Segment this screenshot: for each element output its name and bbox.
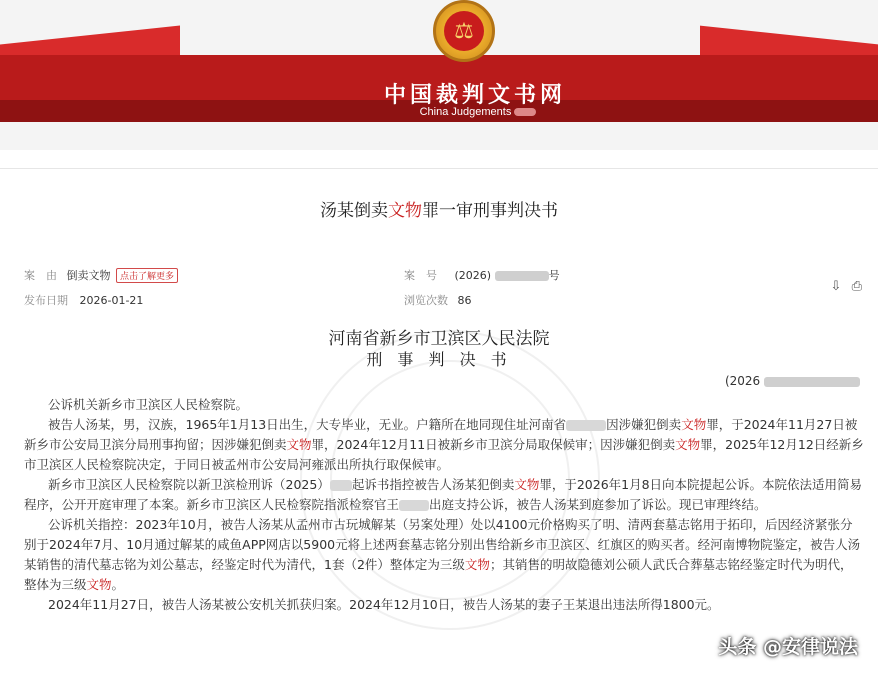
case-no-suffix: 号 xyxy=(548,269,560,282)
meta-case-no xyxy=(404,267,560,283)
keyword-link[interactable]: 文物 xyxy=(464,557,490,572)
scales-icon: ⚖ xyxy=(444,11,484,51)
paragraph-prosecutor: 公诉机关新乡市卫滨区人民检察院。 xyxy=(48,397,249,412)
case-no-label: 案 号 xyxy=(404,269,437,282)
paragraph-indictment xyxy=(24,475,864,515)
paragraph-defendant xyxy=(24,415,864,475)
judgment-body xyxy=(24,395,864,615)
paragraph-charges xyxy=(24,515,864,595)
text-segment: 罪，2024年12月11日被新乡市卫滨分局取保候审；因涉嫌犯倒卖 xyxy=(311,437,676,452)
title-prefix: 汤某倒卖 xyxy=(320,201,388,221)
title-highlight[interactable]: 文物 xyxy=(388,201,422,221)
text-segment: 罪，2025年12月12日经新乡市卫滨区人民检察院决定，于同日被孟州市公安局河雍派出所执行取保候审。 xyxy=(24,437,864,472)
views-label: 浏览次数 xyxy=(404,294,448,307)
download-icon[interactable]: ⇩ xyxy=(830,279,842,294)
cause-label: 案 由 xyxy=(24,269,57,282)
site-subtitle xyxy=(398,106,558,118)
case-number-line xyxy=(725,374,860,388)
keyword-link[interactable]: 文物 xyxy=(286,437,312,452)
text-segment: 新乡市卫滨区人民检察院以新卫滨检刑诉（2025） xyxy=(48,477,330,492)
court-emblem-icon xyxy=(433,0,495,62)
date-value: 2026-01-21 xyxy=(79,294,144,307)
text-segment: 罪，于2024年11月27日被新乡市公安局卫滨分局刑事拘留；因涉嫌犯倒卖 xyxy=(24,417,858,452)
meta-cause xyxy=(24,267,178,283)
print-icon[interactable]: ⎙ xyxy=(851,279,862,294)
keyword-link[interactable]: 文物 xyxy=(681,417,707,432)
text-segment: 罪，于2026年1月8日向本院提起公诉。本院依法适用简易程序，公开开庭审理了本案。新乡市卫滨区人民检察院指派检察官王 xyxy=(24,477,863,512)
cause-value: 倒卖文物 xyxy=(66,269,111,282)
case-number-prefix: (2026 xyxy=(724,374,761,388)
document-title xyxy=(0,196,878,221)
date-label: 发布日期 xyxy=(24,294,68,307)
obscured-text xyxy=(566,420,606,431)
obscured-text xyxy=(330,480,352,491)
text-segment: 。 xyxy=(111,577,125,592)
keyword-link[interactable]: 文物 xyxy=(514,477,540,492)
case-no-value: (2026) xyxy=(454,269,492,282)
obscured-text xyxy=(514,108,536,116)
meta-views xyxy=(404,292,472,308)
text-segment: 起诉书指控被告人汤某犯倒卖 xyxy=(351,477,515,492)
court-name: 河南省新乡市卫滨区人民法院 xyxy=(328,329,550,349)
learn-more-tag[interactable]: 点击了解更多 xyxy=(116,268,178,283)
text-segment: 因涉嫌犯倒卖 xyxy=(606,417,682,432)
obscured-text xyxy=(764,377,860,387)
text-segment: ；其销售的明故隐德刘公硕人武氏合葬墓志铭经鉴定时代为明代，整体为三级 xyxy=(24,557,853,592)
obscured-text xyxy=(495,271,549,281)
views-value: 86 xyxy=(457,294,472,307)
keyword-link[interactable]: 文物 xyxy=(675,437,701,452)
doc-type: 刑 事 判 决 书 xyxy=(366,350,512,369)
text-segment: 被告人汤某，男，汉族，1965年1月13日出生，大专毕业，无业。户籍所在地同现住址河南省 xyxy=(48,417,567,432)
keyword-link[interactable]: 文物 xyxy=(86,577,112,592)
meta-date xyxy=(24,292,143,308)
text-segment: 公诉机关指控：2023年10月，被告人汤某从孟州市古玩城解某（另案处理）处以4100元价格购买了明、清两套墓志铭用于拓印，后因经济紧张分别于2024年7月、10月通过解某的咸鱼APP网店以5900元将上述两套墓志铭分别出售给新乡市卫滨区、红旗区的购买者。经河南博物院鉴定，被告人汤某销售的清代墓志铭为刘公墓志，经鉴定时代为清代，1套（2件）整体定为三级 xyxy=(24,517,861,572)
doc-tools xyxy=(825,279,862,294)
site-subtitle-text: China Judgements xyxy=(419,106,512,118)
obscured-text xyxy=(399,500,429,511)
site-banner xyxy=(0,0,878,150)
paragraph-arrest: 2024年11月27日，被告人汤某被公安机关抓获归案。2024年12月10日，被告人汤某的妻子王某退出违法所得1800元。 xyxy=(48,597,720,612)
source-watermark: 头条 @安律说法 xyxy=(718,636,858,658)
title-suffix: 罪一审刑事判决书 xyxy=(422,201,558,221)
text-segment: 出庭支持公诉，被告人汤某到庭参加了诉讼。现已审理终结。 xyxy=(429,497,767,512)
site-title[interactable]: 中国裁判文书网 xyxy=(383,82,566,108)
